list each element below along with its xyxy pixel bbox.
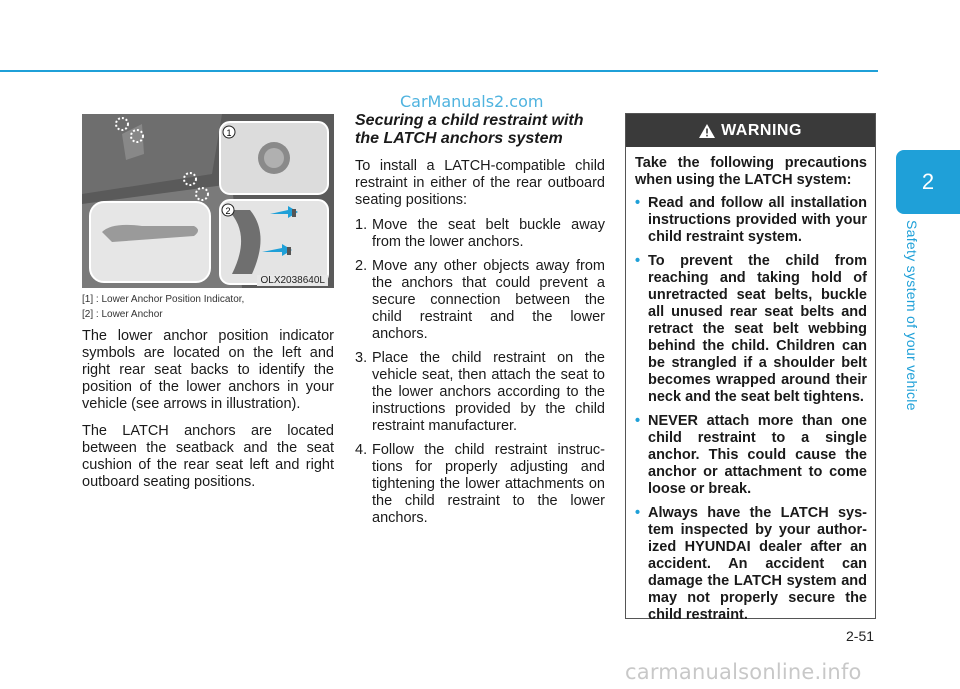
seat-illustration-graphic bbox=[82, 114, 334, 288]
step-number: 2. bbox=[355, 258, 368, 274]
section-intro: To install a LATCH-compatible child restraint in either of the rear outboard seating positions: bbox=[355, 158, 605, 208]
list-item bbox=[355, 350, 605, 435]
list-item bbox=[635, 413, 867, 498]
list-item bbox=[355, 217, 605, 251]
chapter-tab bbox=[896, 150, 960, 550]
warning-item-text: Read and follow all installation instructions provided with your child restraint system. bbox=[648, 195, 867, 245]
section-heading: Securing a child restraint with the LATCH anchors system bbox=[355, 112, 584, 147]
warning-header bbox=[626, 114, 875, 147]
warning-box bbox=[625, 113, 876, 623]
page-number: 2-51 bbox=[846, 628, 875, 644]
warning-body bbox=[626, 147, 875, 624]
callout-1: 1 bbox=[226, 128, 232, 138]
lower-anchor-illustration bbox=[82, 114, 334, 288]
step-number: 1. bbox=[355, 217, 368, 233]
chapter-title-wrapper bbox=[902, 220, 922, 550]
watermark-bottom: carmanualsonline.info bbox=[625, 660, 862, 684]
caption-2: [2] : Lower Anchor bbox=[82, 309, 163, 320]
warning-item-text: NEVER attach more than one child restraint to a single anchor. This could cause the anchor or attachment to come loose or break. bbox=[648, 413, 867, 497]
list-item bbox=[355, 442, 605, 527]
header-rule bbox=[0, 70, 878, 72]
chapter-title: Safety system of your vehicle bbox=[904, 220, 920, 411]
warning-title: WARNING bbox=[721, 121, 802, 139]
illustration-code: OLX2038640L bbox=[257, 275, 328, 286]
list-item bbox=[635, 505, 867, 624]
steps-list bbox=[355, 217, 605, 527]
warning-item-text: To prevent the child from reaching and taking hold of unretracted seat belts, buckle all unused rear seat belts and retract the seat belt webbing behind the child. Children can be strangled if a shoulder belt becomes wrapped around their neck and the seat belt tightens. bbox=[648, 253, 867, 405]
caption-1: [1] : Lower Anchor Position Indicator, bbox=[82, 294, 245, 305]
step-text: Place the child restraint on the vehicle seat, then attach the seat to the lower anchors according to the instructions provided by the child restraint manufacturer. bbox=[372, 350, 605, 434]
step-text: Move any other objects away from the anchors that could prevent a secure connection between the child restraint and the lower anchors. bbox=[372, 258, 605, 342]
column1-body bbox=[82, 328, 334, 501]
step-text: Move the seat belt buckle away from the lower anchors. bbox=[372, 217, 605, 250]
callout-2: 2 bbox=[225, 206, 231, 216]
column2 bbox=[355, 112, 605, 534]
bullet-icon: • bbox=[635, 253, 641, 269]
warning-item-text: Always have the LATCH sys-tem inspected by your author-ized HYUNDAI dealer after an accident. An accident can damage the LATCH system and may not properly secure the child restraint. bbox=[648, 505, 867, 623]
bullet-icon: • bbox=[635, 413, 641, 429]
chapter-number: 2 bbox=[896, 150, 960, 214]
list-item bbox=[635, 195, 867, 246]
watermark-top: CarManuals2.com bbox=[400, 92, 544, 111]
step-number: 3. bbox=[355, 350, 368, 366]
warning-list bbox=[635, 195, 867, 624]
paragraph: The lower anchor position indicator symbols are located on the left and right rear seat backs to identify the position of the lower anchors in your vehicle (see arrows in illustration). bbox=[82, 328, 334, 412]
warning-lead: Take the following precautions when using the LATCH system: bbox=[635, 155, 867, 188]
step-number: 4. bbox=[355, 442, 368, 458]
bullet-icon: • bbox=[635, 505, 641, 521]
list-item bbox=[355, 258, 605, 343]
bullet-icon: • bbox=[635, 195, 641, 211]
paragraph: The LATCH anchors are located between the seatback and the seat cushion of the rear seat left and right outboard seating positions. bbox=[82, 423, 334, 490]
warning-triangle-icon bbox=[699, 124, 715, 138]
list-item bbox=[635, 253, 867, 406]
step-text: Follow the child restraint instruc-tions for properly adjusting and tightening the lower attachments on the child restraint to the lower anchors. bbox=[372, 442, 605, 526]
